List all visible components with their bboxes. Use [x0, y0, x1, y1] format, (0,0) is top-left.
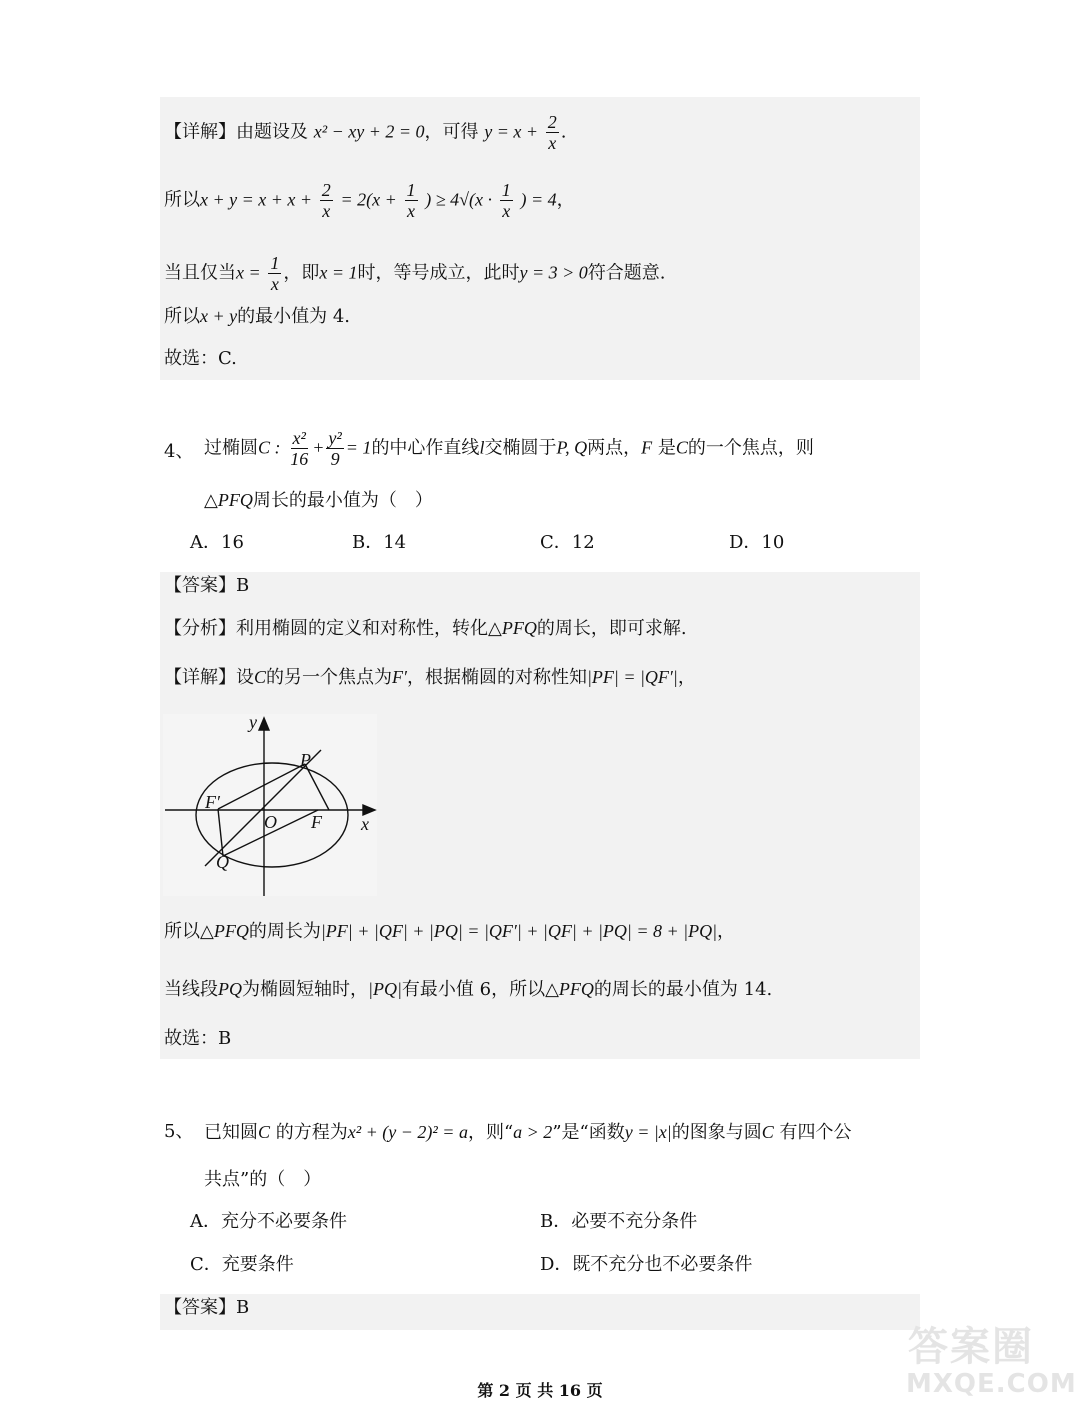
q4-solution-line1: 所以△PFQ的周长为|PF| + |QF| + |PQ| = |QF′| + |QF| + |PQ| = 8 + |PQ|， [164, 921, 736, 942]
label-q: Q [216, 852, 229, 872]
q4-choice: 故选：B [164, 1028, 232, 1049]
q4-option-b: B．14 [352, 532, 407, 553]
segment-p-f [305, 764, 329, 810]
q3-detail-line4: 所以x + y的最小值为 4. [164, 306, 351, 327]
label-y: y [249, 714, 257, 732]
q4-answer: 【答案】B [164, 575, 250, 596]
q4-detail: 【详解】设C的另一个焦点为F′，根据椭圆的对称性知|PF| = |QF′|， [164, 667, 696, 688]
q5-option-c: C．充要条件 [190, 1254, 294, 1275]
q5-text-line2: 共点”的（ ） [204, 1169, 322, 1190]
q5-option-b: B．必要不充分条件 [540, 1211, 698, 1232]
watermark-en: MXQE.COM [906, 1369, 1077, 1399]
segment-fp-q [218, 809, 223, 856]
ellipse-figure [163, 714, 377, 896]
q4-option-d: D．10 [729, 532, 785, 553]
q4-analysis: 【分析】利用椭圆的定义和对称性，转化△PFQ的周长，即可求解. [164, 618, 687, 639]
fraction: $\frac{2}{x}$ [547, 112, 557, 153]
fraction: $\frac{1}{x}$ [501, 180, 511, 221]
label-x: x [361, 814, 369, 834]
q3-detail-line3: 当且仅当x = $\frac{1}{x}$ ，即x = 1时，等号成立，此时y = 3 > 0符合题意. [164, 253, 666, 294]
q5-number: 5、 [164, 1121, 194, 1142]
q4-text-line2: △PFQ周长的最小值为（ ） [204, 490, 433, 511]
ellipse-diagram [163, 714, 377, 896]
fraction: $\frac{2}{x}$ [321, 180, 331, 221]
q4-option-c: C．12 [540, 532, 595, 553]
fraction: $\frac{1}{x}$ [270, 253, 280, 294]
label-f: F [311, 812, 322, 832]
label-f-prime: F′ [205, 792, 220, 812]
label-p: P [300, 750, 311, 770]
label-o: O [264, 812, 277, 832]
q3-choice: 故选：C. [164, 348, 237, 369]
q5-option-d: D．既不充分也不必要条件 [540, 1254, 753, 1275]
q3-detail-line2: 所以x + y = x + x + $\frac{2}{x}$ = 2(x + $\frac{1}{x}$ ) ≥ 4√(x · $\frac{1}{x}$ ) = 4， [164, 180, 575, 221]
q4-number: 4、 [164, 441, 194, 462]
q5-option-a: A．充分不必要条件 [190, 1211, 347, 1232]
q5-answer: 【答案】B [164, 1297, 250, 1318]
q4-text-line1: 过椭圆C : $\frac{\text{x²}}{16}$ + $\frac{\text{y²}}{9}$ = 1的中心作直线l交椭圆于P, Q两点，F 是C的一个焦点，则 [204, 428, 814, 469]
fraction: $\frac{\text{x²}}{16}$ [290, 428, 309, 469]
q4-option-a: A．16 [190, 532, 244, 553]
q5-text-line1: 已知圆C 的方程为x² + (y − 2)² = a，则“a > 2”是“函数y = |x|的图象与圆C 有四个公 [204, 1122, 852, 1143]
page-footer: 第 2 页 共 16 页 [477, 1381, 603, 1400]
fraction: $\frac{\text{y²}}{9}$ [328, 428, 342, 469]
fraction: $\frac{1}{x}$ [406, 180, 416, 221]
q3-detail-line1: 【详解】由题设及 x² − xy + 2 = 0，可得 y = x + $\frac{2}{x}$ . [164, 112, 567, 153]
y-axis-arrow [259, 718, 269, 730]
q5-answer-box [160, 1294, 920, 1330]
q4-solution-line2: 当线段PQ为椭圆短轴时，|PQ|有最小值 6，所以△PFQ的周长的最小值为 14. [164, 979, 773, 1000]
watermark-cn: 答案圈 [908, 1324, 1034, 1370]
